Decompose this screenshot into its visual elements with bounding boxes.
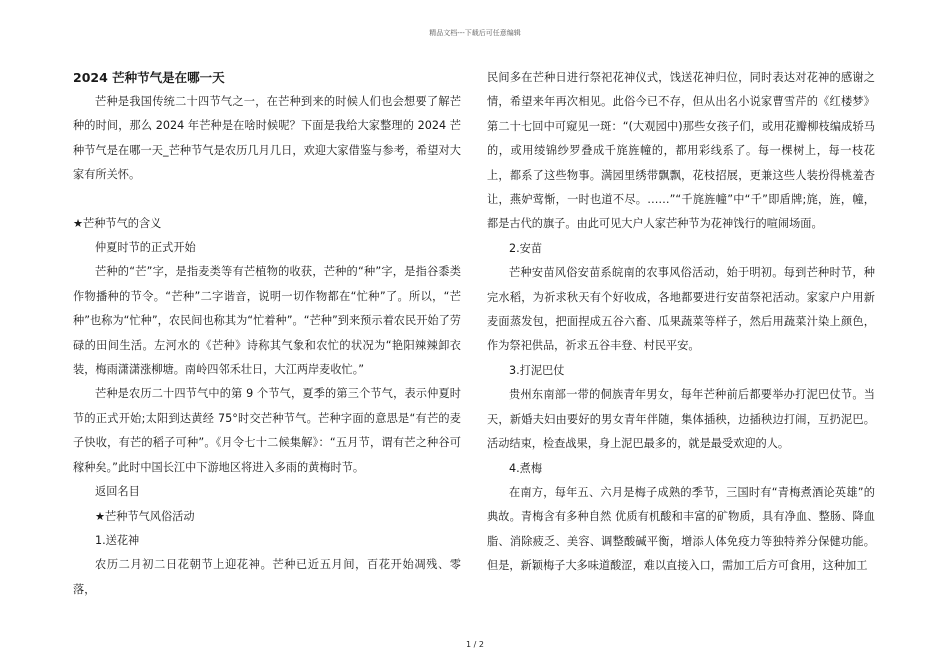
right-column: [487, 66, 875, 579]
left-column: [73, 66, 461, 602]
document-title: 2024 芒种节气是在哪一天: [73, 70, 225, 85]
spacer: [73, 188, 461, 212]
intro-paragraph: 芒种是我国传统二十四节气之一，在芒种到来的时候人们也会想要了解芒种的时间，那么 2024 年芒种是在啥时候呢？下面是我给大家整理的 2024 芒种节气是在哪一天_芒种节气是农历几月几日，欢迎大家借鉴与参考，希望对大家有所关怀。: [73, 95, 461, 182]
custom-item-3-title: 3.打泥巴仗: [509, 363, 565, 377]
custom-item-1-paragraph: 农历二月初二日花朝节上迎花神。芒种已近五月间，百花开始凋残、零落，: [73, 558, 461, 596]
page-header: 精品文档---下载后可任意编辑: [429, 29, 521, 37]
custom-item-1-title: 1.送花神: [95, 533, 140, 547]
custom-item-2-paragraph: 芒种安苗风俗安苗系皖南的农事风俗活动，始于明初。每到芒种时节，种完水稻，为祈求秋天有个好收成，各地都要进行安苗祭祀活动。家家户户用新麦面蒸发包，把面捏成五谷六畜、瓜果蔬菜等样子，然后用蔬菜汁染上颜色，作为祭祀供品，祈求五谷丰登、村民平安。: [487, 266, 875, 353]
back-to-contents-link[interactable]: 返回名目: [95, 485, 140, 499]
meaning-paragraph-2: 芒种是农历二十四节气中的第 9 个节气，夏季的第三个节气，表示仲夏时节的正式开始;太阳到达黄经 75°时交芒种节气。芒种字面的意思是“有芒的麦子快收，有芒的稻子可种”。《月令七十二候集解》：“五月节，谓有芒之种谷可稼种矣。”此时中国长江中下游地区将进入多雨的黄梅时节。: [73, 387, 461, 474]
section-heading-customs: ★芒种节气风俗活动: [95, 509, 195, 523]
custom-item-1-continued: 民间多在芒种日进行祭祀花神仪式，饯送花神归位，同时表达对花神的感谢之情，希望来年再次相见。此俗今已不存，但从出名小说家曹雪芹的《红楼梦》第二十七回中可窥见一斑：“(大观园中)那些女孩子们，或用花瓣柳枝编成轿马的，或用绫锦纱罗叠成千旄旌幢的，都用彩线系了。每一棵树上，每一枝花上，都系了这些物事。满园里绣带飘飘，花枝招展，更兼这些人装扮得桃羞杏让，燕妒莺惭，一时也道不尽。……”“千旄旌幢”中“千”即盾牌;旄，旌，幢，都是古代的旗子。由此可见大户人家芒种节为花神饯行的喧闹场面。: [487, 71, 875, 231]
custom-item-2-title: 2.安苗: [509, 241, 543, 255]
custom-item-4-title: 4.煮梅: [509, 461, 543, 475]
custom-item-3-paragraph: 贵州东南部一带的侗族青年男女，每年芒种前后都要举办打泥巴仗节。当天，新婚夫妇由要好的男女青年伴随，集体插秧，边插秧边打闹，互扔泥巴。活动结束，检查战果，身上泥巴最多的，就是最受欢迎的人。: [487, 388, 875, 451]
section-heading-meaning: ★芒种节气的含义: [73, 216, 162, 230]
meaning-paragraph-1: 芒种的“芒”字，是指麦类等有芒植物的收获，芒种的“种”字，是指谷黍类作物播种的节令。“芒种”二字谐音，说明一切作物都在“忙种”了。所以，“芒种”也称为“忙种”，农民间也称其为“忙着种”。“芒种”到来预示着农民开始了劳碌的田间生活。左河水的《芒种》诗称其气象和农忙的状况为“艳阳辣辣卸衣装，梅雨潇潇涨柳塘。南岭四邻禾壮日，大江两岸麦收忙。”: [73, 265, 461, 377]
subheading-summer: 仲夏时节的正式开始: [95, 241, 196, 255]
page-number: 1 / 2: [466, 640, 484, 649]
custom-item-4-paragraph: 在南方，每年五、六月是梅子成熟的季节，三国时有“青梅煮酒论英雄”的典故。青梅含有多种自然 优质有机酸和丰富的矿物质，具有净血、整肠、降血脂、消除疲乏、美容、调整酸碱平衡，增添人体免疫力等独特养分保健功能。但是，新颖梅子大多味道酸涩，难以直接入口，需加工后方可食用，这种加工: [487, 485, 875, 573]
